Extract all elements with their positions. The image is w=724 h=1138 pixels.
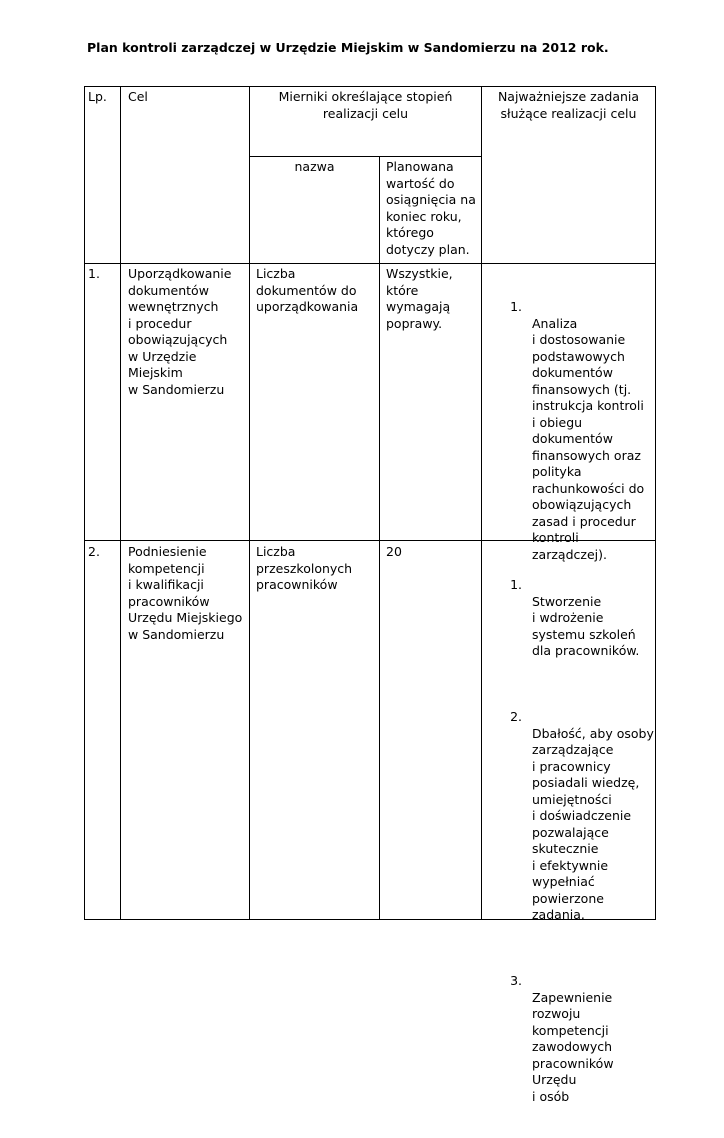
list-item-text: Analiza i dostosowanie podstawowych dokumentów finansowych (tj. instrukcja kontroli i obiegu dokumentów finansowych oraz polityka rachunkowości do obowiązujących zasad i procedur kontroli zarządczej). (532, 315, 645, 562)
column-divider-nazwa (379, 156, 380, 920)
list-item (504, 561, 654, 677)
list-item (504, 957, 654, 1122)
row-2-zadania (504, 544, 654, 1138)
row-1-lp: 1. (88, 266, 100, 281)
plan-table (84, 86, 656, 1104)
header-bottom-border (84, 263, 656, 264)
header-mierniki: Mierniki określające stopień realizacji celu (278, 89, 453, 121)
list-item-text: Zapewnienie rozwoju kompetencji zawodowych pracowników Urzędu i osób (532, 989, 614, 1104)
row-2-lp: 2. (88, 544, 100, 559)
column-divider-lp (120, 86, 121, 920)
row-2-wartosc: 20 (386, 544, 402, 559)
row-1-nazwa: Liczba dokumentów do uporządkowania (256, 266, 359, 314)
subheader-divider (249, 156, 481, 157)
row-1-wartosc: Wszystkie, które wymagają poprawy. (386, 266, 453, 331)
list-item-text: Stworzenie i wdrożenie systemu szkoleń dla pracowników. (532, 593, 640, 658)
list-item-number: 1. (510, 577, 522, 592)
list-item-number: 3. (510, 973, 522, 988)
row-2-nazwa: Liczba przeszkolonych pracowników (256, 544, 353, 592)
header-lp: Lp. (88, 89, 107, 104)
row-2-cel: Podniesienie kompetencji i kwalifikacji pracowników Urzędu Miejskiego w Sandomierzu (128, 544, 243, 642)
header-zadania: Najważniejsze zadania służące realizacji celu (497, 89, 640, 121)
column-divider-mierniki (481, 86, 482, 920)
list-item (504, 693, 654, 941)
list-item-number: 2. (510, 709, 522, 724)
table-border-top (84, 86, 656, 87)
header-nazwa: nazwa (294, 159, 335, 174)
list-item-number: 1. (510, 299, 522, 314)
header-cel: Cel (128, 89, 148, 104)
list-item (504, 283, 654, 580)
table-border-left (84, 86, 85, 920)
header-planowana: Planowana wartość do osiągnięcia na koniec roku, którego dotyczy plan. (386, 159, 476, 257)
page-title: Plan kontroli zarządczej w Urzędzie Miejskim w Sandomierzu na 2012 rok. (87, 40, 609, 55)
row-1-cel: Uporządkowanie dokumentów wewnętrznych i procedur obowiązujących w Urzędzie Miejskim w Sandomierzu (128, 266, 232, 397)
list-item-text: Dbałość, aby osoby zarządzające i pracownicy posiadali wiedzę, umiejętności i doświadczenie pozwalające skutecznie i efektywnie wypełniać powierzone zadania. (532, 725, 654, 922)
column-divider-cel (249, 86, 250, 920)
